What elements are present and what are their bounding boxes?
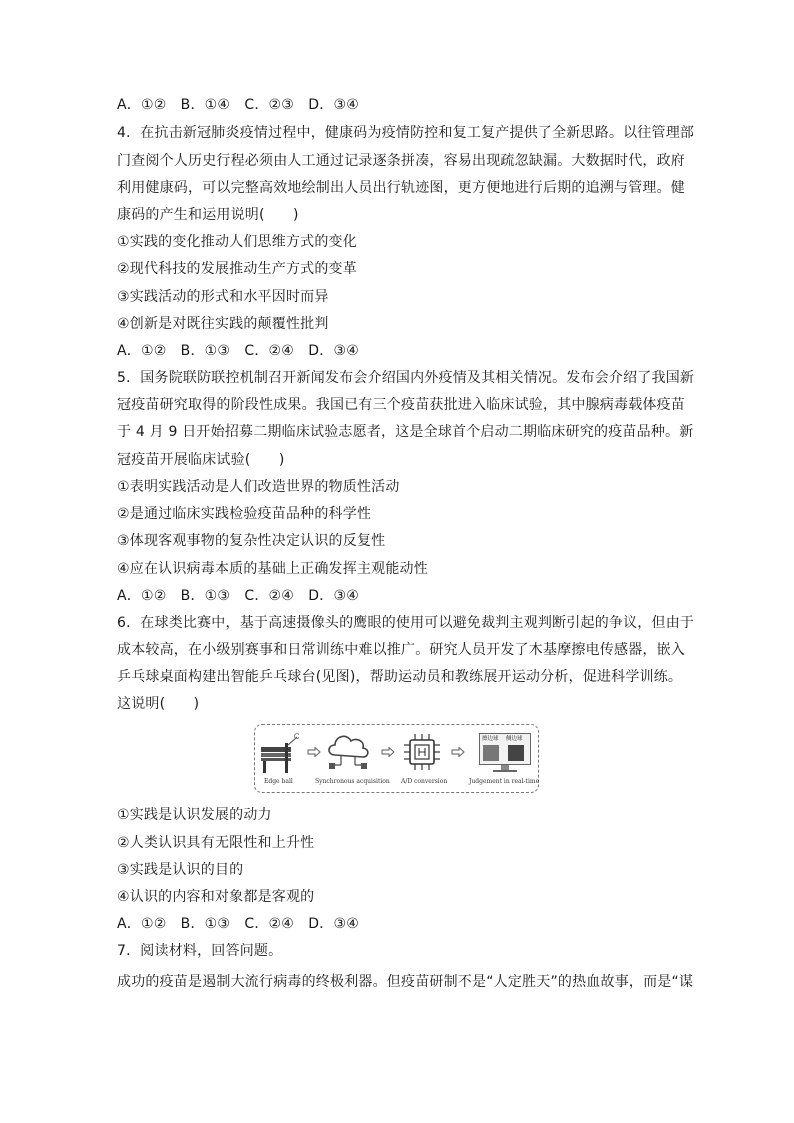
question-6-line-4: 这说明( ) [117,696,200,712]
table-tennis-table-icon [259,731,299,775]
question-4-choice-3: ③实践活动的形式和水平因时而异 [117,289,329,305]
caption-ad-conversion: A/D conversion [401,778,448,785]
chip-icon [401,731,443,773]
question-4-line-4: 康码的产生和运用说明( ) [117,207,299,223]
question-7-material: 成功的疫苗是遏制大流行病毒的终极利器。但疫苗研制不是“人定胜天”的热血故事，而是“谋 [117,974,694,990]
caption-edge-ball: Edge ball [264,778,293,785]
question-5-choice-3: ③体现客观事物的复杂性决定认识的反复性 [117,533,386,549]
question-4-line-2: 门查阅个人历史行程必须由人工通过记录逐条拼凑，容易出现疏忽缺漏。大数据时代，政府 [117,153,685,169]
question-4-line-1: 4．在抗击新冠肺炎疫情过程中，健康码为疫情防控和复工复产提供了全新思路。以往管理部 [117,125,695,141]
question-4-choice-2: ②现代科技的发展推动生产方式的变革 [117,261,357,277]
question-4-choice-1: ①实践的变化推动人们思维方式的变化 [117,234,357,250]
question-6-line-1: 6．在球类比赛中，基于高速摄像头的鹰眼的使用可以避免裁判主观判断引起的争议，但由于 [117,615,695,631]
options-q6: A．①② B．①③ C．②④ D．③④ [117,916,359,932]
arrow-right-icon [451,747,465,757]
arrow-right-icon [381,747,395,757]
caption-judgement-in-real-time: Judgement in real-time [469,778,540,785]
cloud-icon [323,729,373,775]
question-4-choice-4: ④创新是对既往实践的颠覆性批判 [117,316,329,332]
arrow-right-icon [307,747,321,757]
question-6-choice-1: ①实践是认识发展的动力 [117,807,272,823]
monitor-icon [479,733,531,773]
smart-table-tennis-figure [254,724,539,793]
question-5-line-2: 冠疫苗研究取得的阶段性成果。我国已有三个疫苗获批进入临床试验，其中腺病毒载体疫苗 [117,397,685,413]
question-4-line-3: 利用健康码，可以完整高效地绘制出人员出行轨迹图，更方便地进行后期的追溯与管理。健 [117,180,685,196]
options-q3: A．①② B．①④ C．②③ D．③④ [117,97,359,113]
question-5-choice-1: ①表明实践活动是人们改造世界的物质性活动 [117,479,400,495]
question-7-heading: 7．阅读材料，回答问题。 [117,943,283,959]
options-q4: A．①② B．①③ C．②④ D．③④ [117,343,359,359]
question-6-line-3: 乒乓球桌面构建出智能乒乓球台(见图)，帮助运动员和教练展开运动分析，促进科学训练。 [117,669,683,685]
question-5-line-3: 于 4 月 9 日开始招募二期临床试验志愿者，这是全球首个启动二期临床研究的疫苗品种。新 [117,424,694,440]
question-6-choice-3: ③实践是认识的目的 [117,862,244,878]
question-6-choice-4: ④认识的内容和对象都是客观的 [117,889,315,905]
question-6-line-2: 成本较高，在小级别赛事和日常训练中难以推广。研究人员开发了木基摩擦电传感器，嵌入 [117,642,685,658]
screen-label-edge-ball: 擦边球 [482,736,499,742]
question-5-choice-4: ④应在认识病毒本质的基础上正确发挥主观能动性 [117,561,428,577]
screen-label-side-ball: 侧边球 [506,736,523,742]
caption-synchronous-acquisition: Synchronous acquisition [315,778,390,785]
question-5-line-1: 5．国务院联防联控机制召开新闻发布会介绍国内外疫情及其相关情况。发布会介绍了我国新 [117,370,695,386]
question-5-choice-2: ②是通过临床实践检验疫苗品种的科学性 [117,506,372,522]
question-5-line-4: 冠疫苗开展临床试验( ) [117,452,285,468]
question-6-choice-2: ②人类认识具有无限性和上升性 [117,835,315,851]
options-q5: A．①② B．①③ C．②④ D．③④ [117,588,359,604]
